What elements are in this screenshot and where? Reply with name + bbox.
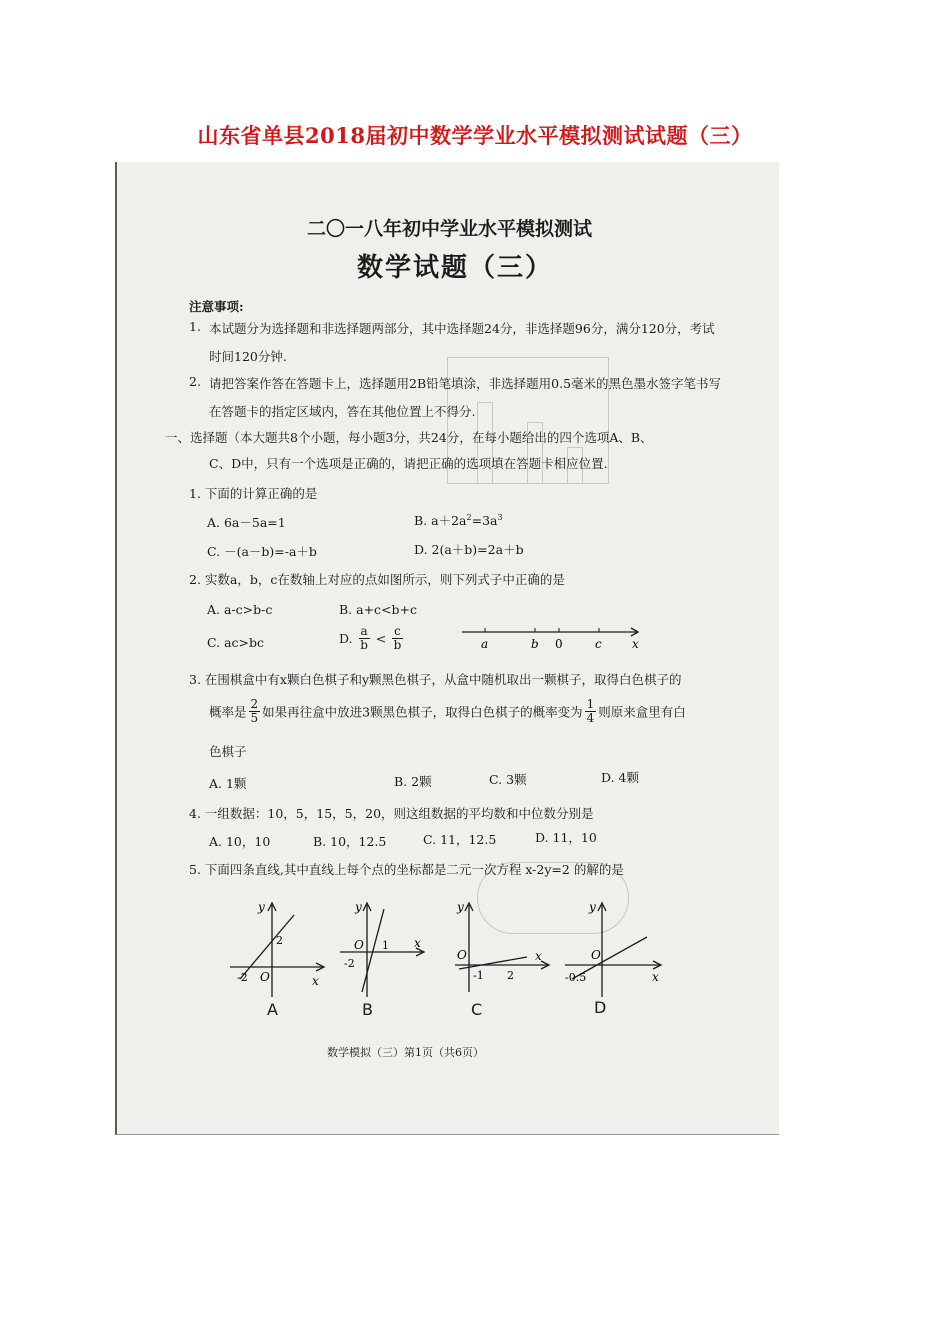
q4-option-a: A. 10，10 (209, 834, 271, 849)
fraction-numerator: c (394, 624, 401, 638)
q5-stem: 5. 下面四条直线,其中直线上每个点的坐标都是二元一次方程 x-2y=2 的解的是 (189, 862, 624, 877)
graph-a-y-intercept: 2 (276, 934, 283, 947)
number-line-label-x: x (632, 637, 639, 651)
document-title: 山东省单县2018届初中数学学业水平模拟测试试题（三） (197, 123, 753, 148)
graph-d-x-intercept: -0.5 (565, 971, 587, 984)
number-line-label-origin: 0 (555, 637, 563, 651)
fraction-denominator: b (393, 638, 402, 652)
q3-option-c: C. 3颗 (489, 772, 527, 787)
graph-a-x-intercept: -2 (237, 971, 248, 984)
scanned-exam-page (115, 162, 779, 1135)
graph-b-y-label: y (355, 900, 362, 914)
graph-d-y-label: y (589, 900, 596, 914)
graph-b-origin-label: O (354, 938, 364, 952)
q1-option-a: A. 6a－5a=1 (207, 515, 286, 530)
q5-graph-c-label: C (471, 1000, 483, 1019)
q1-stem: 1. 下面的计算正确的是 (189, 486, 318, 501)
q5-graph-c (447, 897, 557, 1007)
q1-b-exponent-2: 3 (497, 512, 503, 522)
graph-c-y-intercept: -1 (473, 969, 484, 982)
q2-option-a: A. a-c>b-c (207, 602, 273, 617)
q5-graph-a (222, 897, 332, 1007)
notes-heading: 注意事项: (189, 299, 244, 314)
q2-d-fraction-left (359, 625, 370, 652)
q3-option-a: A. 1颗 (209, 776, 247, 791)
note-1-line-2: 时间120分钟. (209, 349, 287, 364)
q5-graph-d (557, 897, 667, 1007)
q2-d-fraction-right (392, 625, 403, 652)
q4-option-d: D. 11，10 (535, 830, 597, 845)
note-1-line-1: 本试题分为选择题和非选择题两部分，其中选择题24分，非选择题96分，满分120分，考试 (209, 321, 715, 336)
q5-graph-d-label: D (594, 998, 607, 1017)
q1-option-b (414, 511, 503, 529)
number-line-label-a: a (481, 637, 489, 651)
q2-d-prefix: D. (339, 631, 353, 646)
q3-option-d: D. 4颗 (601, 770, 639, 785)
paper-subtitle: 数学试题（三） (357, 253, 554, 283)
q3-fraction-one-quarter (585, 698, 597, 725)
q2-number-line (457, 617, 647, 657)
q2-option-d (339, 625, 405, 652)
q3-line-2-start: 概率是 (209, 704, 247, 720)
note-2-line-1: 请把答案作答在答题卡上，选择题用2B铅笔填涂，非选择题用0.5毫米的黑色墨水签字笔书写 (209, 376, 722, 391)
q1-option-c: C. －(a－b)=-a＋b (207, 544, 317, 559)
graph-d-origin-label: O (591, 948, 601, 962)
paper-title: 二〇一八年初中学业水平模拟测试 (307, 218, 593, 240)
graph-c-origin-label: O (457, 948, 467, 962)
q2-stem: 2. 实数a，b，c在数轴上对应的点如图所示，则下列式子中正确的是 (189, 572, 565, 587)
q1-b-exponent: 2 (466, 512, 472, 522)
number-line-label-b: b (531, 637, 539, 651)
q3-option-b: B. 2颗 (394, 774, 432, 789)
fraction-denominator: 4 (586, 711, 595, 725)
q3-line-1: 3. 在围棋盒中有x颗白色棋子和y颗黑色棋子，从盒中随机取出一颗棋子，取得白色棋子的 (189, 672, 682, 687)
q4-stem: 4. 一组数据：10，5，15，5，20，则这组数据的平均数和中位数分别是 (189, 806, 594, 821)
graph-b-x-label: x (414, 936, 421, 950)
q2-d-less-than: < (375, 631, 387, 646)
graph-a-origin-label: O (260, 970, 270, 984)
graph-b-x-intercept: 1 (382, 939, 389, 952)
graph-c-x-intercept: 2 (507, 969, 514, 982)
fraction-denominator: 5 (250, 711, 259, 725)
q1-b-middle: =3a (471, 513, 498, 528)
graph-a-y-label: y (258, 900, 265, 914)
note-2-number: 2. (189, 374, 201, 389)
q1-b-prefix: B. a＋2a (414, 513, 467, 528)
q3-line-3: 色棋子 (209, 744, 247, 759)
note-2-line-2: 在答题卡的指定区域内，答在其他位置上不得分. (209, 404, 476, 419)
q5-graph-b (332, 897, 442, 1007)
graph-a-x-label: x (312, 974, 319, 988)
graph-c-x-label: x (535, 949, 542, 963)
q5-graph-a-label: A (267, 1000, 278, 1019)
section-1-instructions: C、D中，只有一个选项是正确的，请把正确的选项填在答题卡相应位置. (209, 456, 608, 471)
fraction-numerator: 1 (586, 697, 595, 711)
q1-option-d: D. 2(a＋b)=2a＋b (414, 542, 524, 557)
graph-c-y-label: y (457, 900, 464, 914)
q3-line-2-middle: 如果再往盒中放进3颗黑色棋子，取得白色棋子的概率变为 (262, 704, 583, 720)
number-line-label-c: c (595, 637, 602, 651)
q5-graph-b-label: B (362, 1000, 373, 1019)
fraction-numerator: 2 (250, 697, 259, 711)
section-1-heading: 一、选择题（本大题共8个小题，每小题3分，共24分，在每小题给出的四个选项A、B、 (165, 430, 653, 445)
q3-fraction-two-fifths (249, 698, 261, 725)
graph-d-x-label: x (652, 970, 659, 984)
fraction-denominator: b (360, 638, 368, 652)
q2-option-c: C. ac>bc (207, 635, 264, 650)
note-1-number: 1. (189, 319, 201, 334)
fraction-numerator: a (360, 624, 368, 638)
q4-option-b: B. 10，12.5 (313, 834, 387, 849)
q2-option-b: B. a+c<b+c (339, 602, 418, 617)
q4-option-c: C. 11，12.5 (423, 832, 497, 847)
graph-b-y-intercept: -2 (344, 957, 355, 970)
page-footer: 数学模拟（三）第1页（共6页） (327, 1046, 484, 1059)
q3-line-2-end: 则原来盒里有白 (598, 704, 686, 720)
q3-line-2 (209, 698, 686, 725)
